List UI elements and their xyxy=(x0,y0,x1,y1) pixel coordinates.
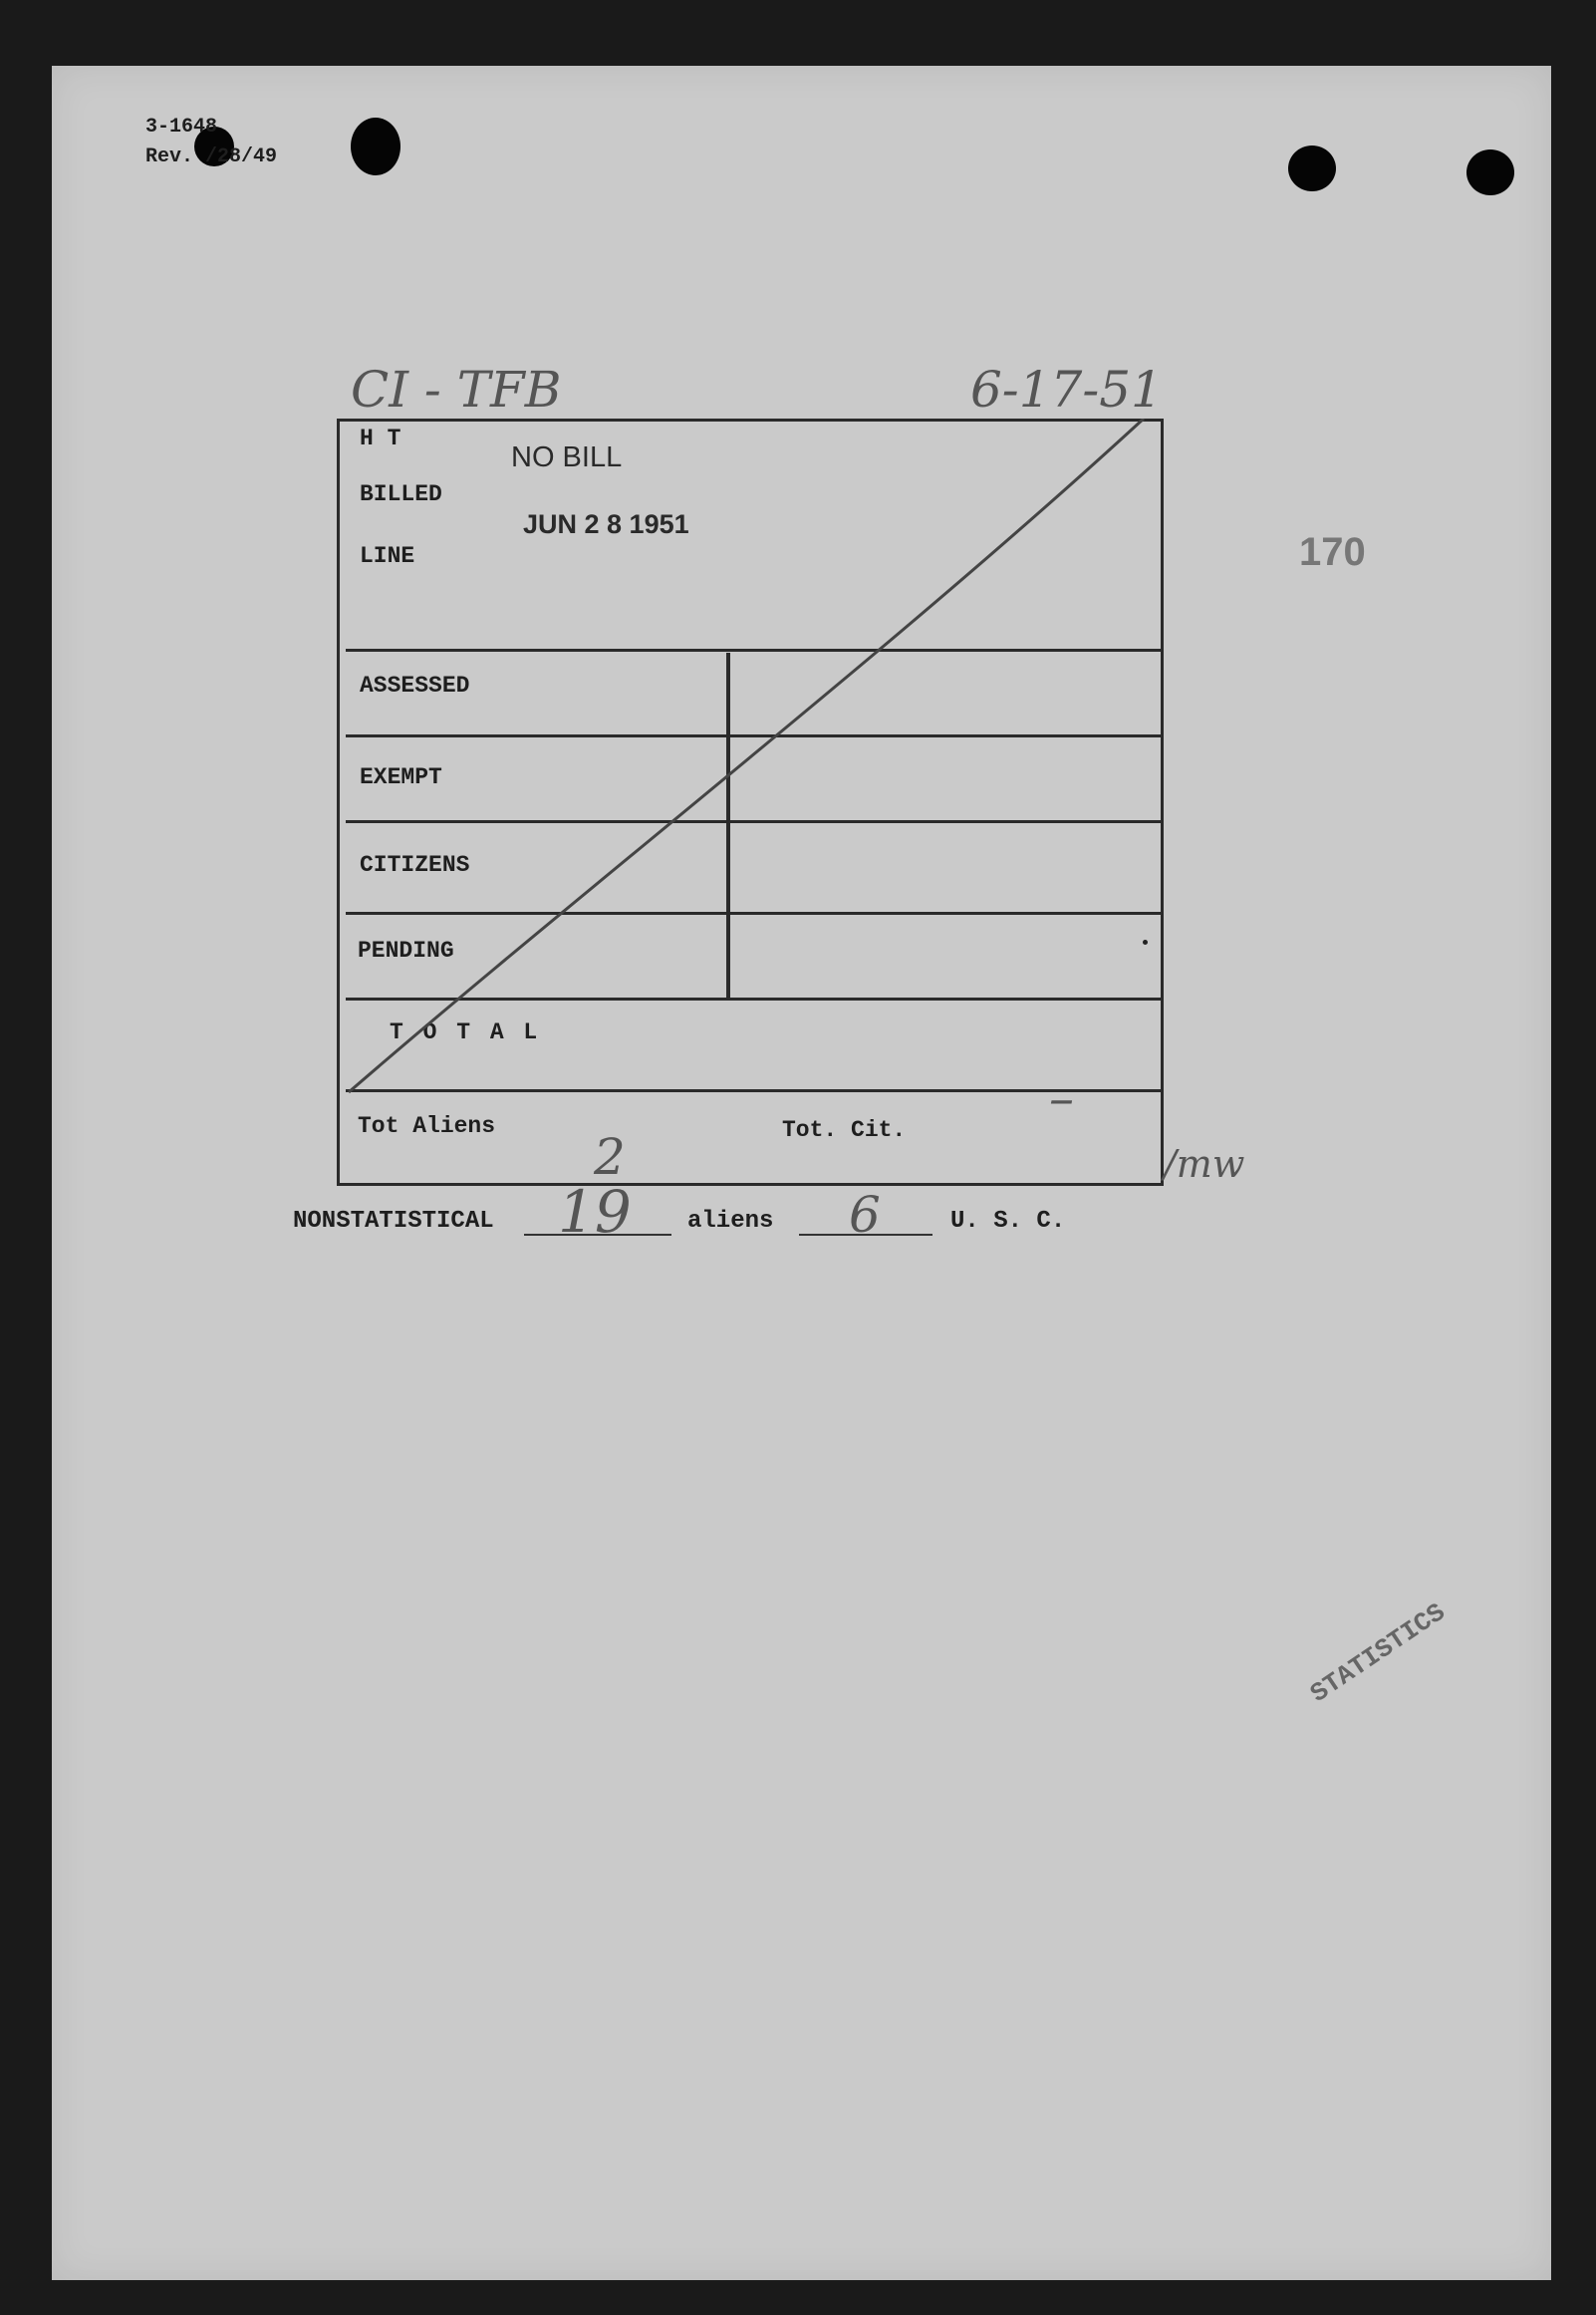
handwritten-date: 6-17-51 xyxy=(970,361,1163,419)
punch-hole xyxy=(351,118,400,175)
punch-hole xyxy=(1466,149,1514,195)
usc-count: 6 xyxy=(849,1186,881,1244)
assessed-label: ASSESSED xyxy=(360,673,470,699)
punch-hole xyxy=(1288,145,1336,191)
statistics-stamp: STATISTICS xyxy=(1305,1596,1452,1709)
cancel-stroke xyxy=(337,419,1164,1186)
no-bill-stamp: NO BILL xyxy=(511,441,623,473)
usc-label: U. S. C. xyxy=(950,1208,1066,1235)
handwritten-code: CI - TFB xyxy=(351,361,562,419)
form-number: 3-1648 xyxy=(145,116,218,139)
aliens-count-above: 2 xyxy=(594,1128,626,1186)
ht-label: H T xyxy=(360,426,401,451)
exempt-label: EXEMPT xyxy=(360,764,442,790)
tot-cit-label: Tot. Cit. xyxy=(782,1117,907,1143)
form-revision: Rev. /28/49 xyxy=(145,145,278,168)
tot-cit-value: – xyxy=(1049,1069,1074,1127)
initials: /mw xyxy=(1164,1142,1245,1186)
tot-aliens-label: Tot Aliens xyxy=(358,1113,496,1139)
citizens-label: CITIZENS xyxy=(360,852,470,878)
aliens-count: 19 xyxy=(558,1178,632,1246)
nonstatistical-label: NONSTATISTICAL xyxy=(293,1208,494,1235)
aliens-label: aliens xyxy=(687,1208,774,1235)
line-label: LINE xyxy=(360,543,415,569)
total-label: T O T A L xyxy=(390,1019,541,1045)
pending-label: PENDING xyxy=(358,938,454,964)
date-stamp: JUN 2 8 1951 xyxy=(523,509,689,539)
statistics-form xyxy=(337,419,1164,1186)
billed-label: BILLED xyxy=(360,481,442,507)
page-number: 170 xyxy=(1299,530,1366,574)
